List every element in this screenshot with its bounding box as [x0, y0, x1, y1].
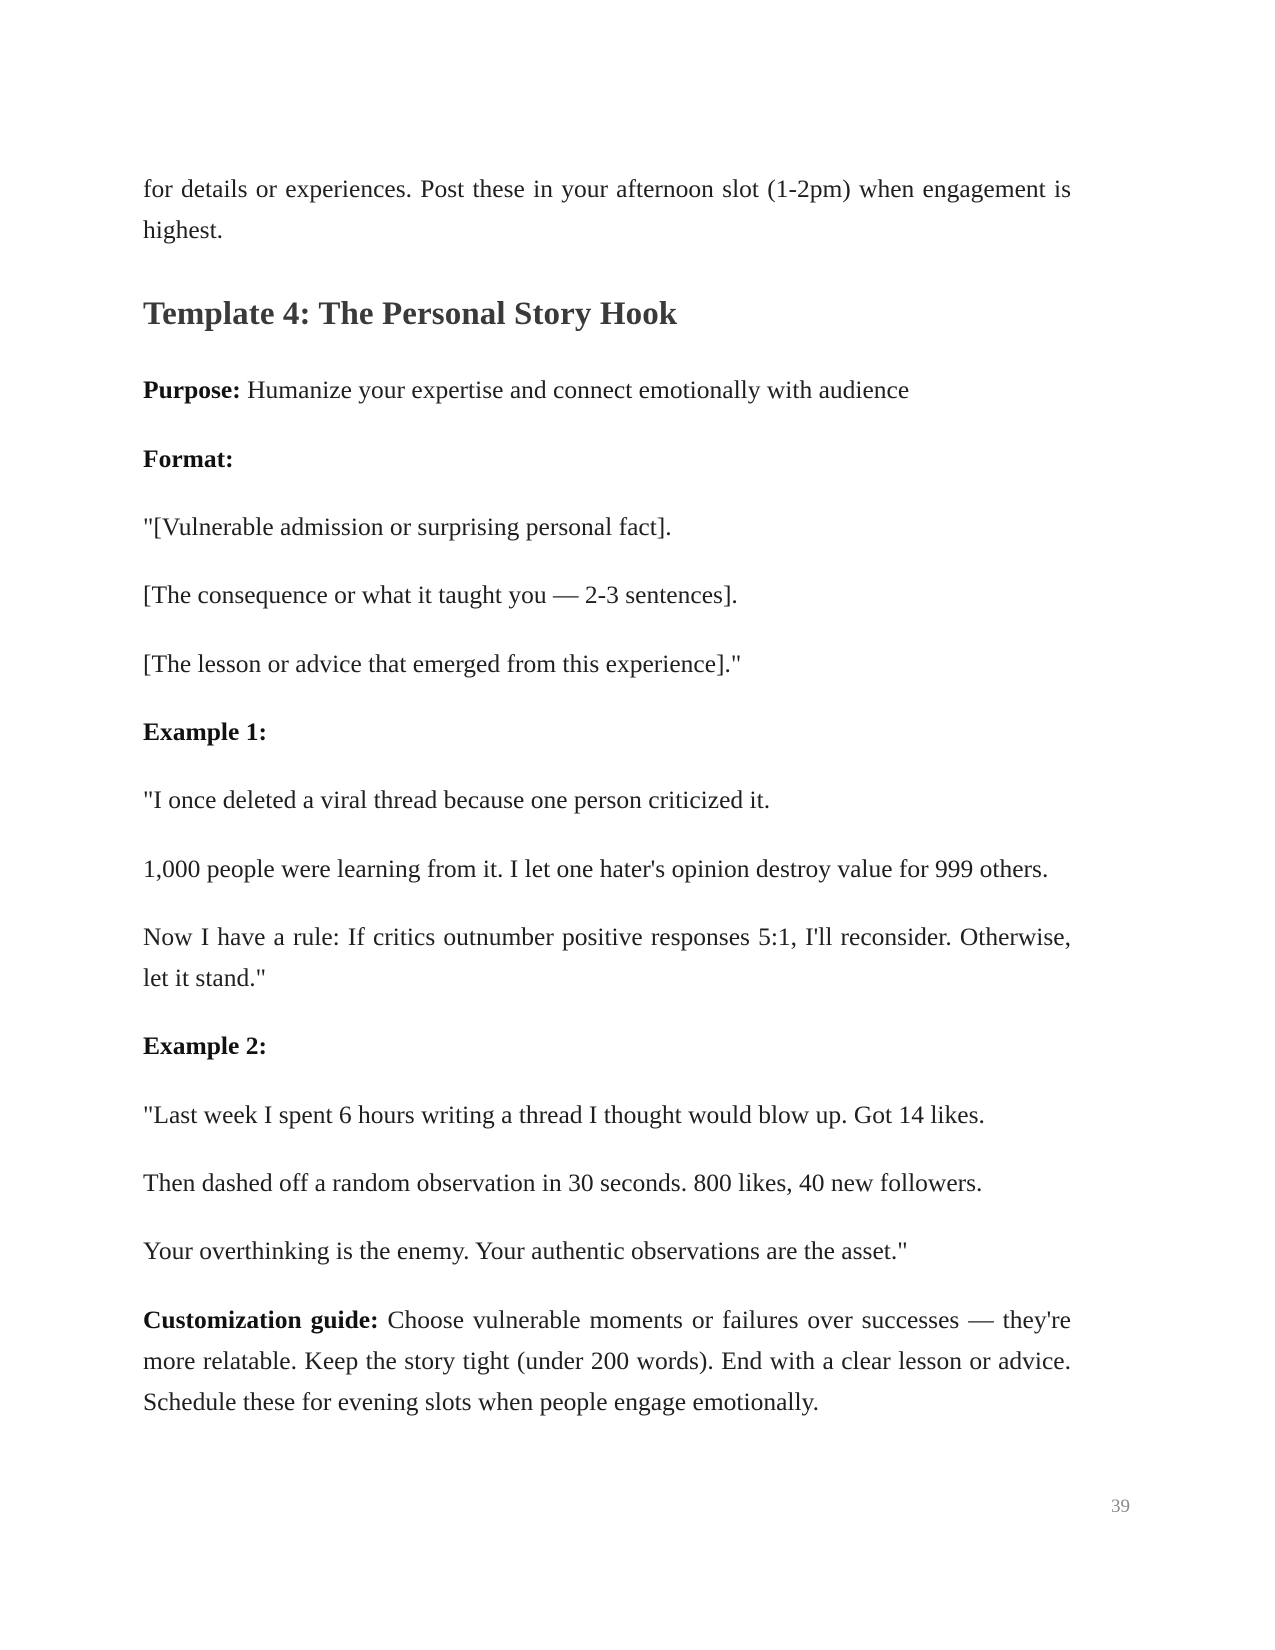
page-content — [143, 168, 1071, 1450]
section-heading: Template 4: The Personal Story Hook — [143, 295, 678, 332]
example2-line: "Last week I spent 6 hours writing a thread I thought would blow up. Got 14 likes. — [143, 1099, 985, 1129]
example1-label-paragraph — [143, 711, 1071, 752]
purpose-paragraph — [143, 369, 1071, 410]
purpose-text: Humanize your expertise and connect emotionally with audience — [240, 375, 910, 405]
example1-line: 1,000 people were learning from it. I let one hater's opinion destroy value for 999 others. — [143, 853, 1049, 883]
example2-line: Then dashed off a random observation in 30 seconds. 800 likes, 40 new followers. — [143, 1168, 983, 1198]
customization-label: Customization guide: — [143, 1304, 379, 1334]
example2-label: Example 2: — [143, 1031, 267, 1061]
example2-label-paragraph — [143, 1025, 1071, 1066]
purpose-label: Purpose: — [143, 375, 241, 405]
customization-text: Choose vulnerable moments or failures over successes — they're more relatable. Keep the story tight (under 200 words). End with a clear lesson or advice. Schedule these for evening slots when people engage emotionally. — [143, 1304, 1071, 1417]
page-number: 39 — [1111, 1496, 1130, 1517]
format-line: [The consequence or what it taught you — 2-3 sentences]. — [143, 580, 738, 610]
example1-line: "I once deleted a viral thread because one person criticized it. — [143, 785, 771, 815]
example2-line: Your overthinking is the enemy. Your authentic observations are the asset." — [143, 1236, 908, 1266]
example1-label: Example 1: — [143, 716, 267, 746]
example1-line: Now I have a rule: If critics outnumber positive responses 5:1, I'll reconsider. Otherwise, let it stand." — [143, 921, 1071, 993]
format-label-paragraph — [143, 438, 1071, 479]
format-line: [The lesson or advice that emerged from this experience]." — [143, 648, 742, 678]
format-label: Format: — [143, 443, 234, 473]
format-line: "[Vulnerable admission or surprising personal fact]. — [143, 512, 672, 542]
customization-paragraph — [143, 1299, 1071, 1423]
intro-paragraph: for details or experiences. Post these in your afternoon slot (1-2pm) when engagement is highest. — [143, 174, 1071, 245]
